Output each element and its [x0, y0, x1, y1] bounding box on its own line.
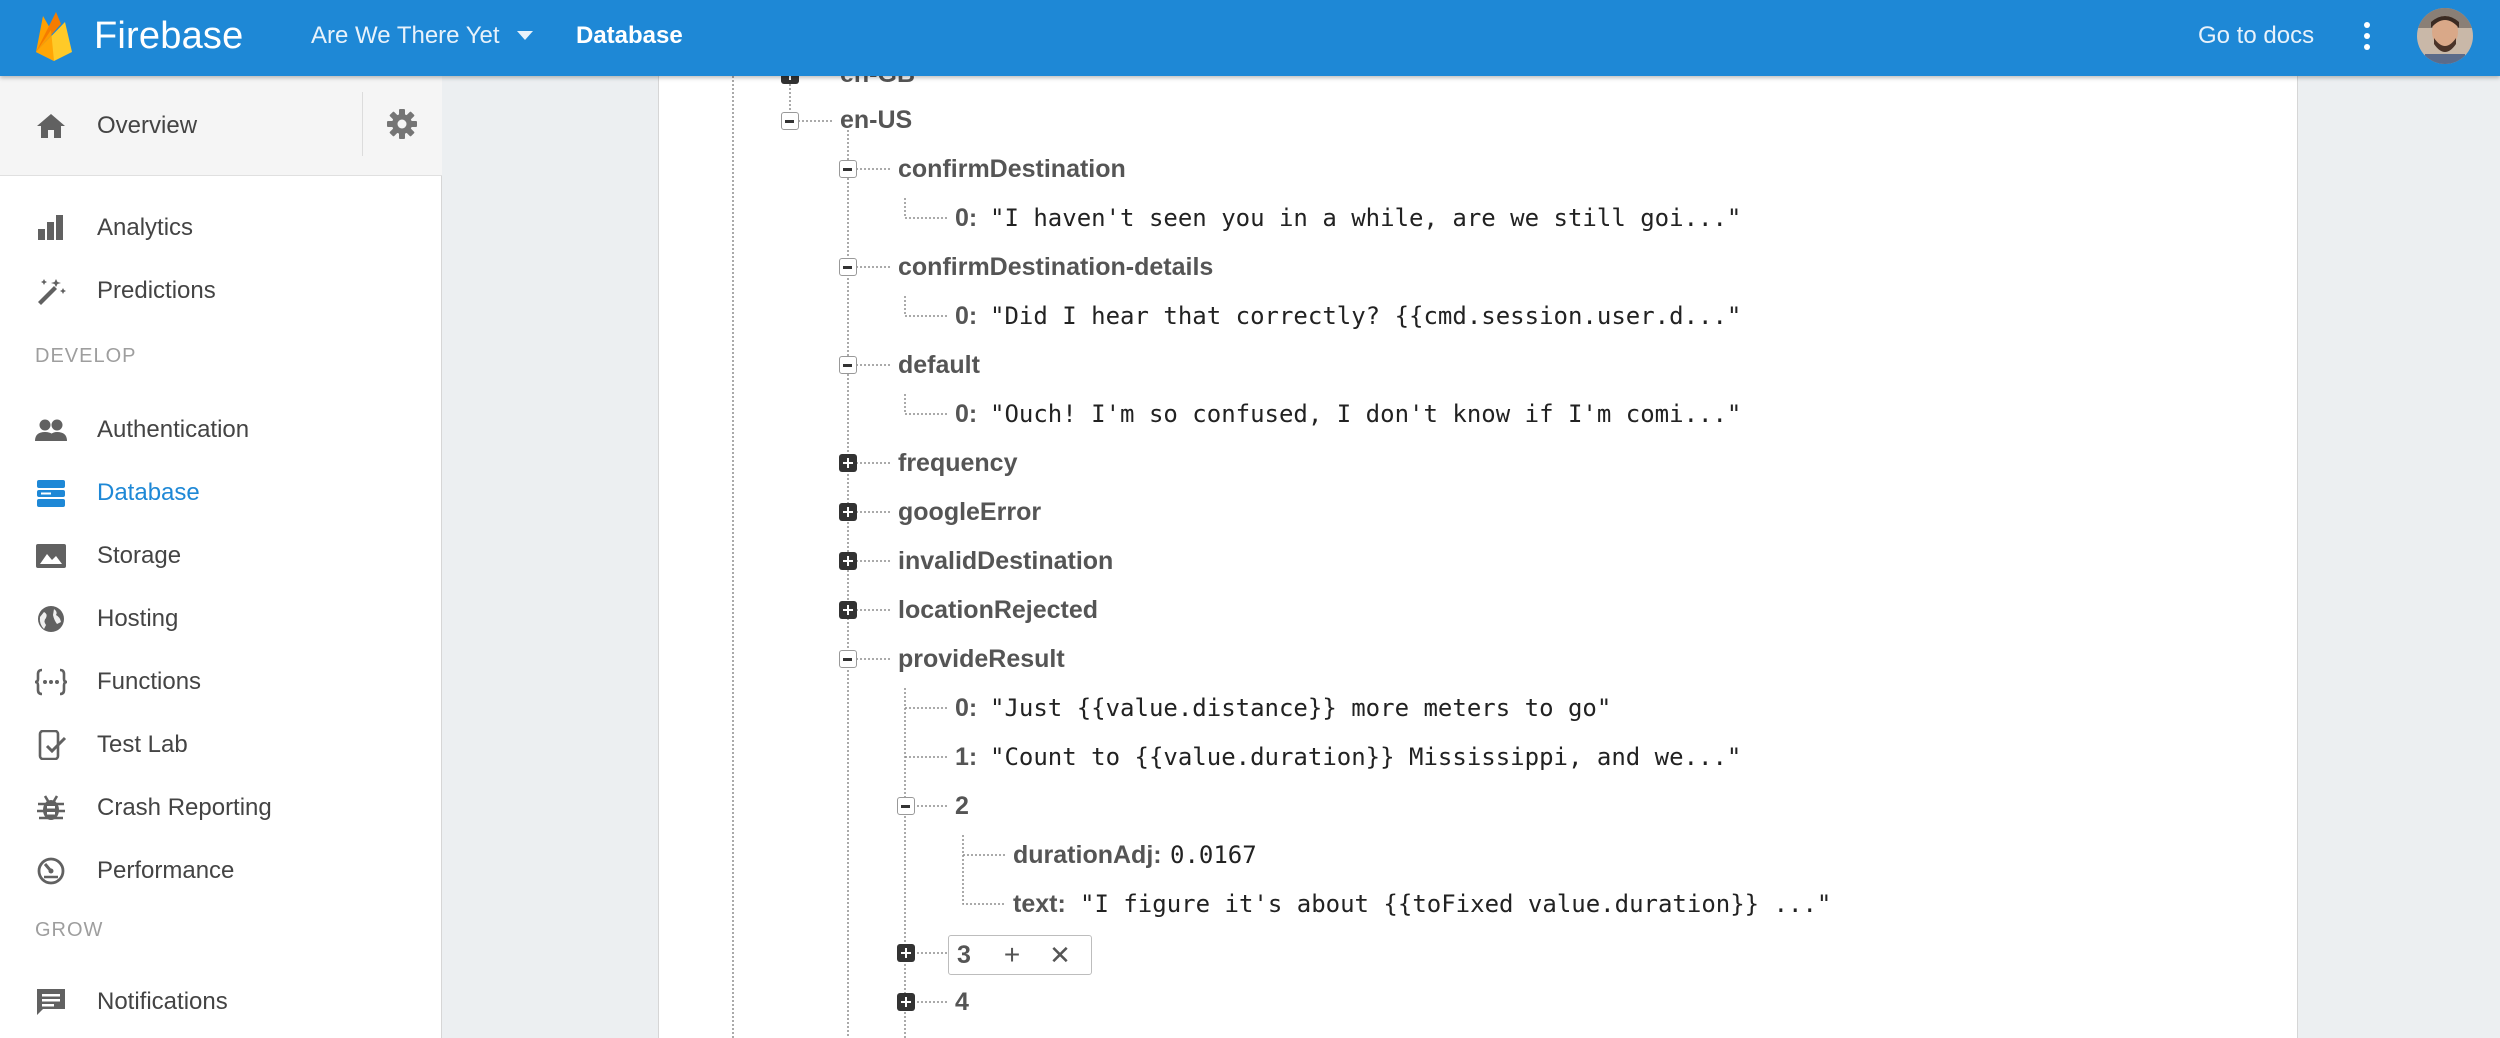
- sidebar-overview-row: [0, 76, 442, 176]
- sidebar-item-label: Notifications: [97, 988, 228, 1015]
- sidebar-item-analytics[interactable]: [0, 200, 442, 256]
- sidebar-item-hosting[interactable]: [0, 591, 442, 647]
- sidebar-item-label: Functions: [97, 668, 202, 695]
- sidebar-item-authentication[interactable]: [0, 402, 442, 458]
- sidebar-item-label: Authentication: [97, 416, 250, 443]
- sidebar-item-label: Database: [97, 479, 200, 506]
- expand-toggle-icon[interactable]: [897, 993, 915, 1011]
- tree-key-index[interactable]: 1:: [955, 743, 978, 771]
- go-to-docs-link[interactable]: Go to docs: [2198, 22, 2315, 49]
- tree-key-node-4[interactable]: 4: [955, 988, 969, 1016]
- tree-key-provide-result[interactable]: provideResult: [898, 645, 1065, 673]
- expand-toggle-icon[interactable]: [839, 552, 857, 570]
- brand-name[interactable]: Firebase: [94, 15, 244, 57]
- divider: [362, 92, 363, 156]
- tree-key-default[interactable]: default: [898, 351, 980, 379]
- sidebar-item-overview[interactable]: [0, 98, 442, 154]
- sidebar-item-crash-reporting[interactable]: [0, 780, 442, 836]
- bug-icon: [34, 793, 68, 823]
- sidebar-item-label: Predictions: [97, 277, 216, 304]
- tree-value-string[interactable]: "Ouch! I'm so confused, I don't know if I'm comi...": [990, 400, 1742, 428]
- collapse-toggle-icon[interactable]: [781, 112, 799, 130]
- delete-node-icon[interactable]: ✕: [1049, 940, 1071, 970]
- more-options-icon[interactable]: [2357, 18, 2377, 54]
- expand-toggle-icon[interactable]: [839, 601, 857, 619]
- grow-heading: GROW: [35, 919, 104, 941]
- tree-key-invalid-destination[interactable]: invalidDestination: [898, 547, 1114, 575]
- chat-icon: [34, 987, 68, 1017]
- tree-key-duration-adj[interactable]: durationAdj:: [1013, 841, 1162, 869]
- current-section-title: Database: [576, 22, 683, 49]
- collapse-toggle-icon[interactable]: [897, 797, 915, 815]
- tree-key-index[interactable]: 0:: [955, 204, 978, 232]
- sidebar-item-test-lab[interactable]: [0, 717, 442, 773]
- develop-heading: DEVELOP: [35, 345, 137, 367]
- tree-key-index[interactable]: 0:: [955, 302, 978, 330]
- magic-wand-icon: [34, 276, 68, 306]
- sidebar-item-notifications[interactable]: [0, 974, 442, 1030]
- tree-value-number[interactable]: 0.0167: [1170, 841, 1257, 869]
- tree-value-string[interactable]: "Did I hear that correctly? {{cmd.session.user.d...": [990, 302, 1742, 330]
- expand-toggle-icon[interactable]: [839, 454, 857, 472]
- sidebar-item-functions[interactable]: [0, 654, 442, 710]
- people-icon: [34, 415, 68, 445]
- tree-key-confirm-destination[interactable]: confirmDestination: [898, 155, 1126, 183]
- gear-icon[interactable]: [384, 106, 420, 142]
- tree-key-index[interactable]: 0:: [955, 400, 978, 428]
- globe-icon: [34, 604, 68, 634]
- database-icon: [34, 478, 68, 508]
- sidebar-item-label: Performance: [97, 857, 235, 884]
- sidebar-item-label: Crash Reporting: [97, 794, 272, 821]
- sidebar-item-label: Storage: [97, 542, 182, 569]
- tree-key-text[interactable]: text:: [1013, 890, 1066, 918]
- sidebar-item-database[interactable]: [0, 465, 442, 521]
- collapse-toggle-icon[interactable]: [839, 160, 857, 178]
- tree-key-node-2[interactable]: 2: [955, 792, 969, 820]
- sidebar-item-predictions[interactable]: [0, 263, 442, 319]
- tree-value-string[interactable]: "I haven't seen you in a while, are we still goi...": [990, 204, 1742, 232]
- collapse-toggle-icon[interactable]: [839, 356, 857, 374]
- sidebar: [0, 76, 442, 1038]
- sidebar-item-storage[interactable]: [0, 528, 442, 584]
- braces-icon: [34, 667, 68, 697]
- tree-key-google-error[interactable]: googleError: [898, 498, 1042, 526]
- tree-key-en-us[interactable]: en-US: [840, 106, 913, 134]
- speedometer-icon: [34, 856, 68, 886]
- tree-value-string[interactable]: "Just {{value.distance}} more meters to go": [990, 694, 1612, 722]
- project-selector[interactable]: Are We There Yet: [311, 22, 500, 49]
- expand-toggle-icon[interactable]: [897, 944, 915, 962]
- expand-toggle-icon[interactable]: [839, 503, 857, 521]
- tree-key-confirm-destination-details[interactable]: confirmDestination-details: [898, 253, 1214, 281]
- user-avatar[interactable]: [2417, 8, 2473, 64]
- phone-check-icon: [34, 730, 68, 760]
- collapse-toggle-icon[interactable]: [839, 650, 857, 668]
- tree-key-node-3[interactable]: 3: [957, 941, 971, 969]
- home-icon: [34, 111, 68, 141]
- tree-key-frequency[interactable]: frequency: [898, 449, 1018, 477]
- image-icon: [34, 541, 68, 571]
- tree-key-location-rejected[interactable]: locationRejected: [898, 596, 1099, 624]
- collapse-toggle-icon[interactable]: [839, 258, 857, 276]
- sidebar-item-label: Test Lab: [97, 731, 188, 758]
- add-child-icon[interactable]: +: [1003, 939, 1021, 970]
- tree-value-string[interactable]: "Count to {{value.duration}} Mississippi, and we...": [990, 743, 1742, 771]
- sidebar-item-label: Analytics: [97, 214, 194, 241]
- sidebar-item-label: Hosting: [97, 605, 179, 632]
- firebase-logo-icon[interactable]: [34, 10, 74, 62]
- sidebar-item-label: Overview: [97, 112, 198, 139]
- top-app-bar: [0, 0, 2500, 76]
- chevron-down-icon[interactable]: [517, 31, 533, 40]
- node-hover-actions: [948, 935, 1092, 975]
- tree-key-index[interactable]: 0:: [955, 694, 978, 722]
- tree-value-string[interactable]: "I figure it's about {{toFixed value.duration}} ...": [1080, 890, 1832, 918]
- bar-chart-icon: [34, 213, 68, 243]
- sidebar-item-performance[interactable]: [0, 843, 442, 899]
